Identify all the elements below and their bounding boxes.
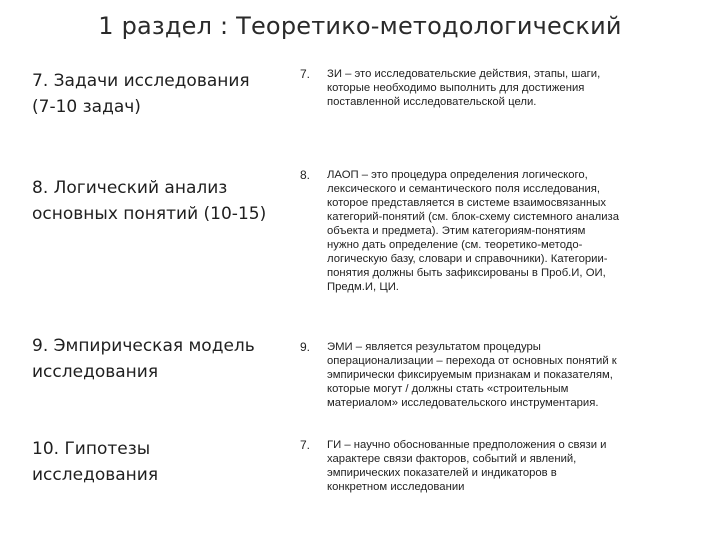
- row-label-line: исследования: [32, 362, 159, 382]
- row-number: 8.: [300, 168, 311, 182]
- row-label-line: исследования: [32, 465, 159, 485]
- row-label-line: 10. Гипотезы: [32, 439, 151, 459]
- desc-line: характере связи факторов, событий и явлений,: [327, 453, 577, 465]
- row-label-line: 8. Логический анализ: [32, 178, 228, 198]
- row-label: [32, 333, 287, 385]
- desc-line: Предм.И, ЦИ.: [327, 281, 399, 293]
- row-label-line: 9. Эмпирическая модель: [32, 336, 255, 356]
- row-number: 7.: [300, 438, 311, 452]
- desc-line: лексического и семантического поля исследования,: [327, 183, 601, 195]
- desc-line: логическую базу, словари и справочники). Категории-: [327, 253, 608, 265]
- desc-line: которые необходимо выполнить для достижения: [327, 82, 585, 94]
- row-description: [327, 340, 697, 410]
- desc-line: ЭМИ – является результатом процедуры: [327, 341, 541, 353]
- desc-line: конкретном исследовании: [327, 481, 465, 493]
- row-label: [32, 436, 287, 488]
- row-label-line: 7. Задачи исследования: [32, 71, 250, 91]
- desc-line: эмпирически фиксируемым признакам и показателям,: [327, 369, 613, 381]
- row-label: [32, 68, 287, 120]
- row-number: 7.: [300, 67, 311, 81]
- desc-line: ЗИ – это исследовательские действия, этапы, шаги,: [327, 68, 601, 80]
- desc-line: которые могут / должны стать «строительным: [327, 383, 569, 395]
- desc-line: эмпирических показателей и индикаторов в: [327, 467, 557, 479]
- desc-line: объекта и предмета). Этим категориям-понятиям: [327, 225, 586, 237]
- row-description: [327, 67, 697, 109]
- row-label: [32, 175, 287, 227]
- row-label-line: (7-10 задач): [32, 97, 141, 117]
- row-label-line: основных понятий (10-15): [32, 204, 267, 224]
- row-description: [327, 438, 697, 494]
- desc-line: категорий-понятий (см. блок-схему системного анализа: [327, 211, 620, 223]
- desc-line: операционализации – перехода от основных понятий к: [327, 355, 617, 367]
- slide-title: 1 раздел : Теоретико-методологический: [98, 12, 622, 40]
- desc-line: которое представляется в системе взаимосвязанных: [327, 197, 607, 209]
- desc-line: поставленной исследовательской цели.: [327, 96, 537, 108]
- desc-line: понятия должны быть зафиксированы в Проб.И, ОИ,: [327, 267, 606, 279]
- desc-line: нужно дать определение (см. теоретико-методо-: [327, 239, 583, 251]
- desc-line: ГИ – научно обоснованные предположения о связи и: [327, 439, 607, 451]
- row-number: 9.: [300, 340, 311, 354]
- desc-line: материалом» исследовательского инструментария.: [327, 397, 599, 409]
- desc-line: ЛАОП – это процедура определения логического,: [327, 169, 588, 181]
- row-description: [327, 168, 697, 294]
